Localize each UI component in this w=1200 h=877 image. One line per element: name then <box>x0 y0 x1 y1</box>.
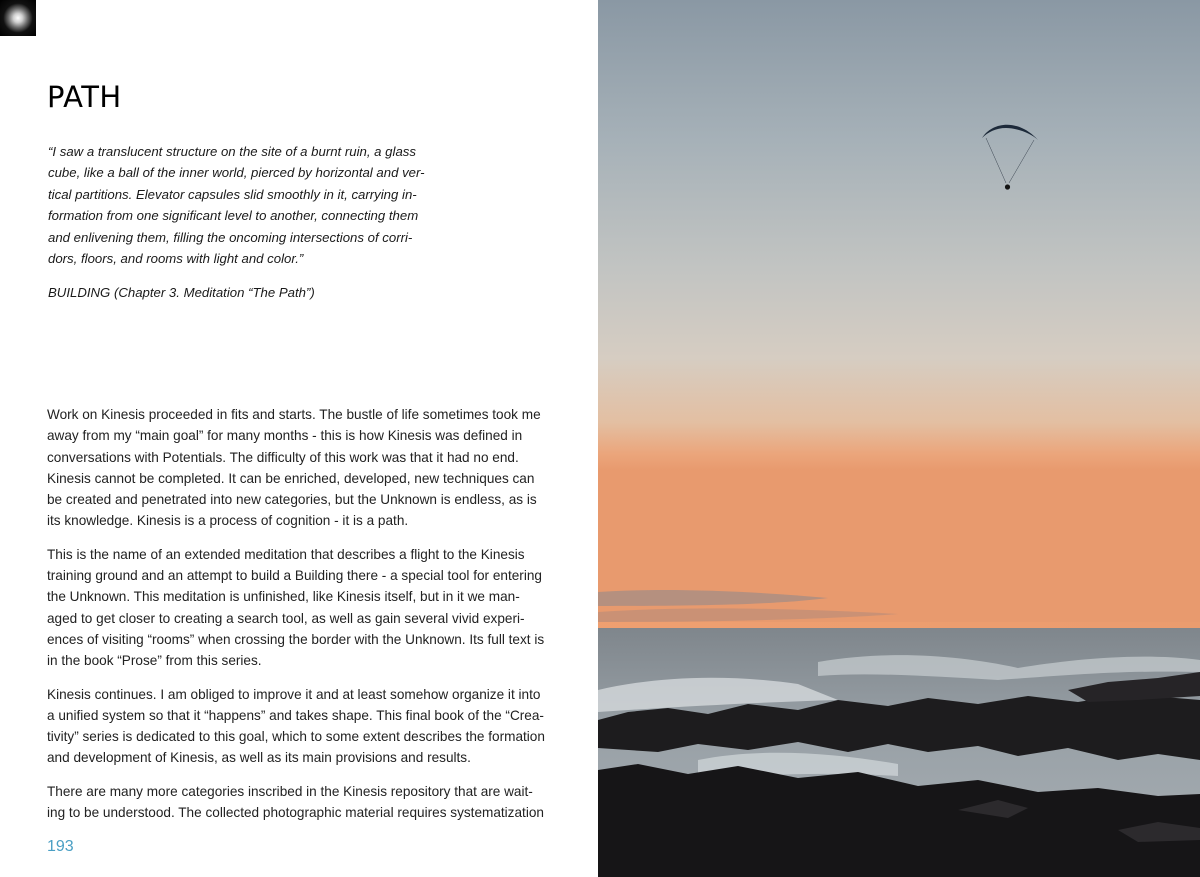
page-number: 193 <box>47 838 74 855</box>
paragraph <box>47 781 567 824</box>
quote-line: “I saw a translucent structure on the site of a burnt ruin, a glass <box>48 144 416 159</box>
text-line: its knowledge. Kinesis is a process of cognition - it is a path. <box>47 513 409 529</box>
sky <box>598 0 1200 640</box>
text-line: This is the name of an extended meditation that describes a flight to the Kinesis <box>47 546 525 562</box>
text-line: conversations with Potentials. The difficulty of this work was that it had no end. <box>47 449 519 465</box>
paragraph <box>47 404 567 532</box>
text-line: ences of visiting “rooms” when crossing the border with the Unknown. Its full text is <box>47 631 545 647</box>
text-line: and development of Kinesis, as well as its main provisions and results. <box>47 750 471 766</box>
sunset-paraglider-photo <box>598 0 1200 877</box>
text-line: a unified system so that it “happens” and takes shape. This final book of the “Crea- <box>47 707 544 723</box>
paragraph <box>47 684 567 769</box>
quote-line: tical partitions. Elevator capsules slid smoothly in it, carrying in- <box>48 186 417 202</box>
quote-line: and enlivening them, filling the oncoming intersections of corri- <box>48 229 413 245</box>
text-line: tivity” series is dedicated to this goal, which to some extent describes the formation <box>47 729 545 745</box>
epigraph-quote <box>48 141 468 269</box>
quote-line: cube, like a ball of the inner world, pierced by horizontal and ver- <box>48 165 425 181</box>
text-line: ing to be understood. The collected photographic material requires systematization <box>47 805 544 821</box>
text-line: in the book “Prose” from this series. <box>47 653 262 669</box>
text-line: Work on Kinesis proceeded in fits and starts. The bustle of life sometimes took me <box>47 407 541 422</box>
text-line: away from my “main goal” for many months - this is how Kinesis was defined in <box>47 428 523 444</box>
text-line: There are many more categories inscribed in the Kinesis repository that are wait- <box>47 783 533 799</box>
quote-line: formation from one significant level to another, connecting them <box>48 208 419 224</box>
text-line: be created and penetrated into new categories, but the Unknown is endless, as is <box>47 492 537 508</box>
body-text <box>47 404 567 835</box>
quote-source: BUILDING (Chapter 3. Meditation “The Path”) <box>48 285 315 300</box>
photo-illustration <box>598 0 1200 877</box>
text-line: training ground and an attempt to build a Building there - a special tool for entering <box>47 568 542 584</box>
paraglider-pilot <box>1005 184 1010 189</box>
paragraph <box>47 544 567 672</box>
text-line: the Unknown. This meditation is unfinished, like Kinesis itself, but in it we man- <box>47 589 520 605</box>
quote-line: dors, floors, and rooms with light and color.” <box>48 251 304 267</box>
text-line: aged to get closer to creating a search tool, as well as gain several vivid experi- <box>47 610 525 626</box>
text-line: Kinesis continues. I am obliged to improve it and at least somehow organize it into <box>47 686 541 702</box>
text-line: Kinesis cannot be completed. It can be enriched, developed, new techniques can <box>47 470 535 486</box>
left-page <box>0 0 598 877</box>
page-title: PATH <box>47 80 122 114</box>
